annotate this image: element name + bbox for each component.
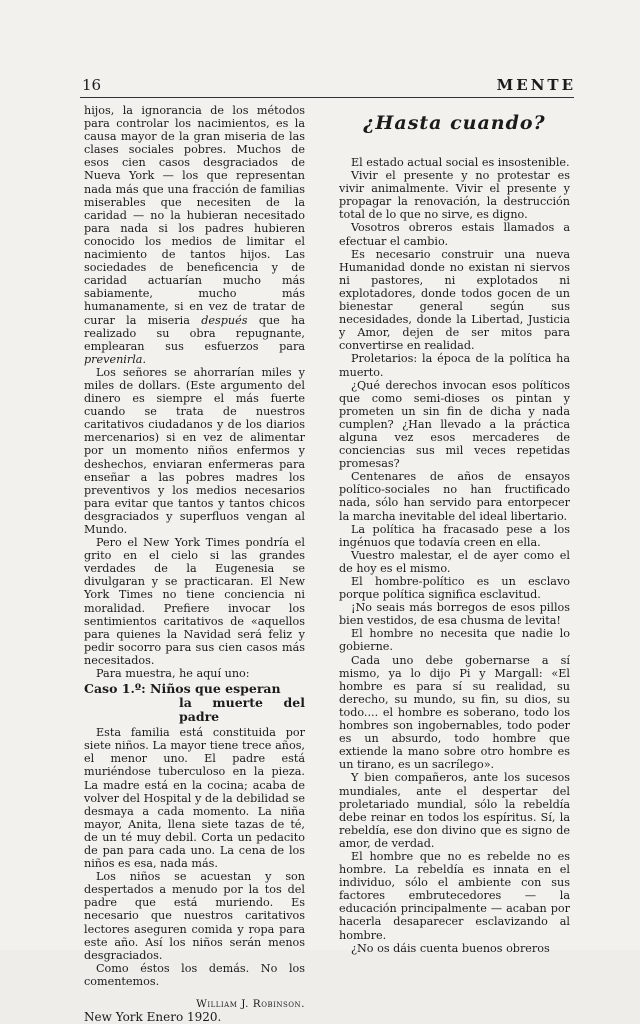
right-paragraph: ¿No os dáis cuenta buenos obreros	[351, 941, 550, 955]
case-heading	[84, 682, 305, 724]
emphasis-prevenirla: prevenirla.	[84, 352, 147, 366]
right-paragraph: Centenares de años de ensayos político-sociales no han fructificado nada, sólo han servido para entorpecer la marcha inevitable del ideal libertario.	[339, 470, 570, 523]
right-paragraph: El hombre que no es rebelde no es hombre. La rebeldía es innata en el individuo, sólo el ambiente con sus factores embrutecedores — la educación principalmente — acaban por hacerla desaparecer esclavizando al hombre.	[339, 849, 570, 942]
left-paragraph-7: Como éstos los demás. No los comentemos.	[84, 961, 305, 988]
right-paragraph: Proletarios: la época de la política ha muerto.	[339, 352, 570, 379]
page-header	[82, 76, 576, 98]
left-paragraph-4: Para muestra, he aquí uno:	[96, 667, 250, 681]
article-title: ¿Hasta cuando?	[363, 112, 546, 134]
left-paragraph-1: hijos, la ignorancia de los métodos para controlar los nacimientos, es la causa mayor de la gran miseria de las clases sociales pobres. Muchos de esos cien casos desgraciados de Nueva York — los que representan nada más que una fracción de familias miserables que necesiten de la caridad — no la hubieran necesitado para nada si los padres hubieren conocido los medios de limitar el nacimiento de tantos hijos. Las sociedades de beneficencia y de caridad actuarían mucho más sabiamente, mucho más humanamente, si en vez de tratar de curar la miseria después que ha realizado su obra repugnante, emplearan sus esfuerzos para prevenirla.	[84, 104, 306, 366]
right-paragraph: Vivir el presente y no protestar es vivir animalmente. Vivir el presente y propagar la renovación, la destrucción total de lo que no sirve, es digno.	[339, 169, 570, 222]
right-paragraph: Y bien compañeros, ante los sucesos mundiales, ante el despertar del proletariado mundial, sólo la rebeldía debe reinar en todos los espíritus. Sí, la rebeldía, ese don divino que es signo de amor, de verdad.	[339, 771, 570, 850]
right-paragraph: El estado actual social es insostenible.	[351, 156, 570, 169]
left-column	[84, 104, 305, 1024]
left-paragraph-3: Pero el New York Times pondría el grito en el cielo si las grandes verdades de la Eugenesia se divulgaran y se practicaran. El New York Times no tiene conciencia ni moralidad. Prefiere invocar los sentimientos caritativos de «aquellos para quienes la Navidad será feliz y pedir socorro para sus cien casos más necesitados.	[84, 536, 305, 667]
case-heading-line-2: la muerte del padre	[179, 695, 305, 725]
right-paragraph: Vosotros obreros estais llamados a efectuar el cambio.	[339, 221, 570, 248]
right-paragraph: El hombre-político es un esclavo porque política significa esclavitud.	[339, 575, 570, 602]
case-heading-line-1: Caso 1.º: Niños que esperan	[84, 681, 281, 697]
right-paragraph: ¡No seais más borregos de esos pillos bien vestidos, de esa chusma de levita!	[339, 601, 570, 628]
emphasis-despues: después	[201, 313, 248, 327]
right-paragraph: ¿Qué derechos invocan esos políticos que como semi-dioses os pintan y prometen un sin fin de dicha y nada cumplen? ¿Han llevado a la práctica alguna vez esos mercaderes de conciencias sus mil veces repetidas promesas?	[339, 378, 570, 471]
right-paragraph: Es necesario construir una nueva Humanidad donde no existan ni siervos ni pastores, ni explotados ni explotadores, donde todos gocen de un bienestar general según sus necesidades, donde la Libertad, Justicia y Amor, dejen de ser mitos para convertirse en realidad.	[339, 247, 570, 353]
right-paragraph: Cada uno debe gobernarse a sí mismo, ya lo dijo Pi y Margall: «El hombre es para sí su realidad, su derecho, su mundo, su fin, su dios, su todo.... el hombre es soberano, todo los hombres son ingobernables, todo poder es un absurdo, todo hombre que extiende la mano sobre otro hombre es un tirano, es un sacrílego».	[339, 653, 570, 772]
right-paragraph: Vuestro malestar, el de ayer como el de hoy es el mismo.	[339, 548, 570, 575]
left-paragraph-5: Esta familia está constituida por siete niños. La mayor tiene trece años, el menor uno. El padre está muriéndose tuberculoso en la pieza. La madre está en la cocina; acaba de volver del Hospital y de la debilidad se desmaya a cada momento. La niña mayor, Anita, llena siete tazas de té, de un té muy debil. Corta un pedacito de pan para cada uno. La cena de los niños es esa, nada más.	[84, 726, 305, 871]
dateline: New York Enero 1920.	[84, 1010, 222, 1024]
header-rule	[80, 97, 574, 98]
page-number: 16	[82, 76, 102, 94]
right-paragraph: El hombre no necesita que nadie lo gobierne.	[339, 627, 570, 654]
left-paragraph-2: Los señores se ahorrarían miles y miles de dollars. (Este argumento del dinero es siempre el más fuerte cuando se trata de nuestros caritativos ciudadanos y de los diarios mercenarios) si en vez de alimentar por un momento niños enfermos y deshechos, enviaran enfermeras para enseñar a las pobres madres los preventivos y los medios necesarios para evitar que tantos y tantos chicos desgraciados y superfluos vengan al Mundo.	[84, 365, 305, 536]
author-signature: William J. Robinson.	[196, 998, 305, 1010]
left-paragraph-6: Los niños se acuestan y son despertados a menudo por la tos del padre que está muriendo. Es necesario que nuestros caritativos lectores aseguren comida y ropa para este año. Así los niños serán menos desgraciados.	[84, 870, 305, 962]
right-paragraph: La política ha fracasado pese a los ingénuos que todavía creen en ella.	[339, 522, 570, 549]
right-column	[339, 104, 570, 955]
magazine-name: MENTE	[496, 76, 576, 94]
